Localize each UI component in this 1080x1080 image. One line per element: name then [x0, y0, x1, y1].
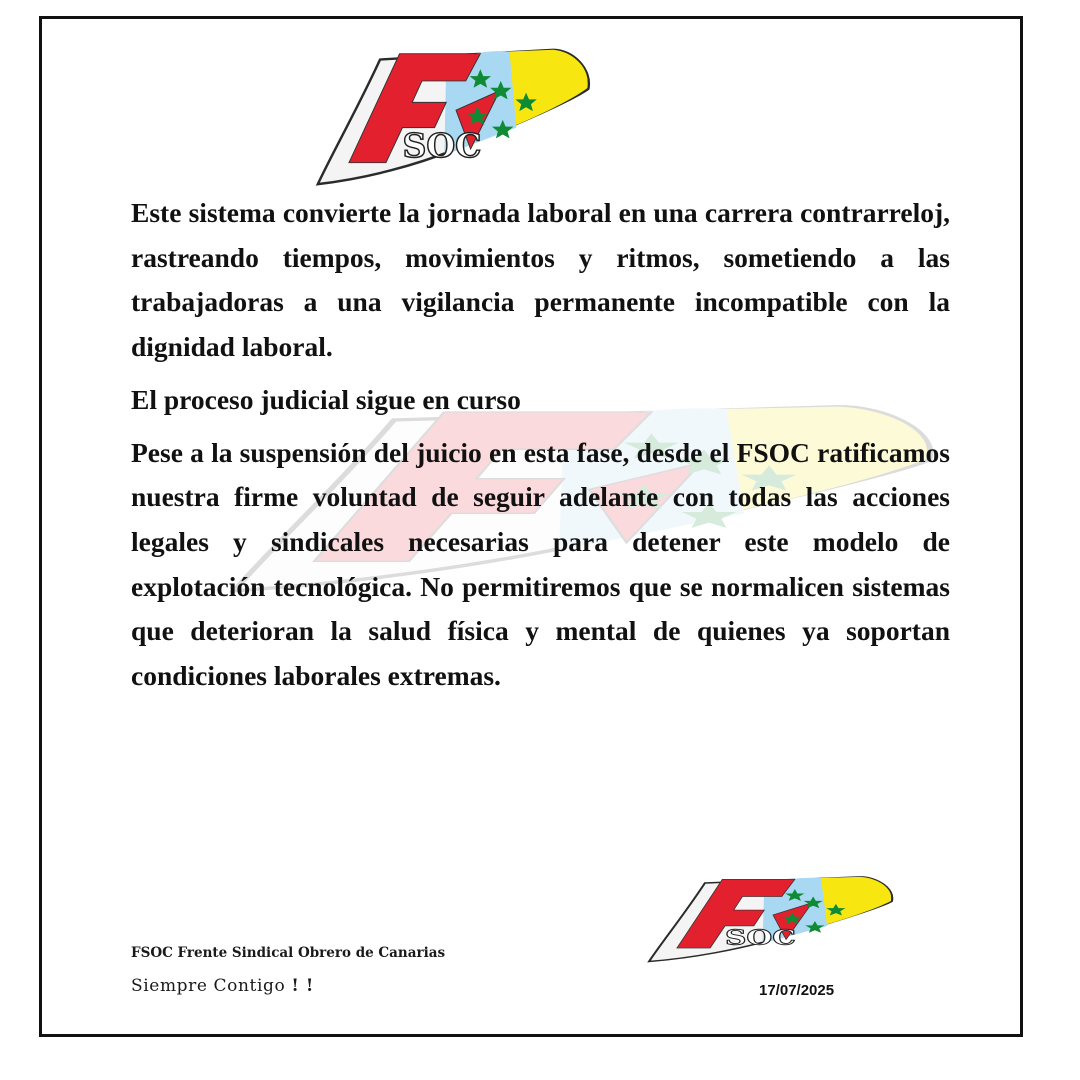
paragraph-intro: Este sistema convierte la jornada laboral en una carrera contrarreloj, rastreando tiempos, movimientos y ritmos, sometiendo a las trabajadoras a una vigilancia permanente incompatible con la dignidad laboral.	[131, 197, 950, 363]
fsoc-logo-icon	[310, 40, 602, 190]
logo-text: SOC	[402, 125, 482, 165]
fsoc-footer-logo-icon	[642, 872, 904, 964]
footer-logo-text: SOC	[724, 925, 796, 951]
slogan-text: Siempre Contigo	[131, 976, 286, 996]
paragraph-main: Pese a la suspensión del juicio en esta fase, desde el FSOC ratificamos nuestra firme voluntad de seguir adelante con todas las acciones legales y sindicales necesarias para detener este modelo de explotación tecnológica. No permitiremos que se normalicen sistemas que deterioran la salud física y mental de quienes ya soportan condiciones laborales extremas.	[131, 436, 950, 692]
section-heading: El proceso judicial sigue en curso	[131, 383, 521, 415]
body-text	[131, 191, 950, 699]
slogan	[131, 976, 314, 996]
slogan-exclamation: ! !	[291, 976, 314, 996]
document-date: 17/07/2025	[759, 982, 835, 999]
organization-name: FSOC Frente Sindical Obrero de Canarias	[131, 945, 446, 961]
